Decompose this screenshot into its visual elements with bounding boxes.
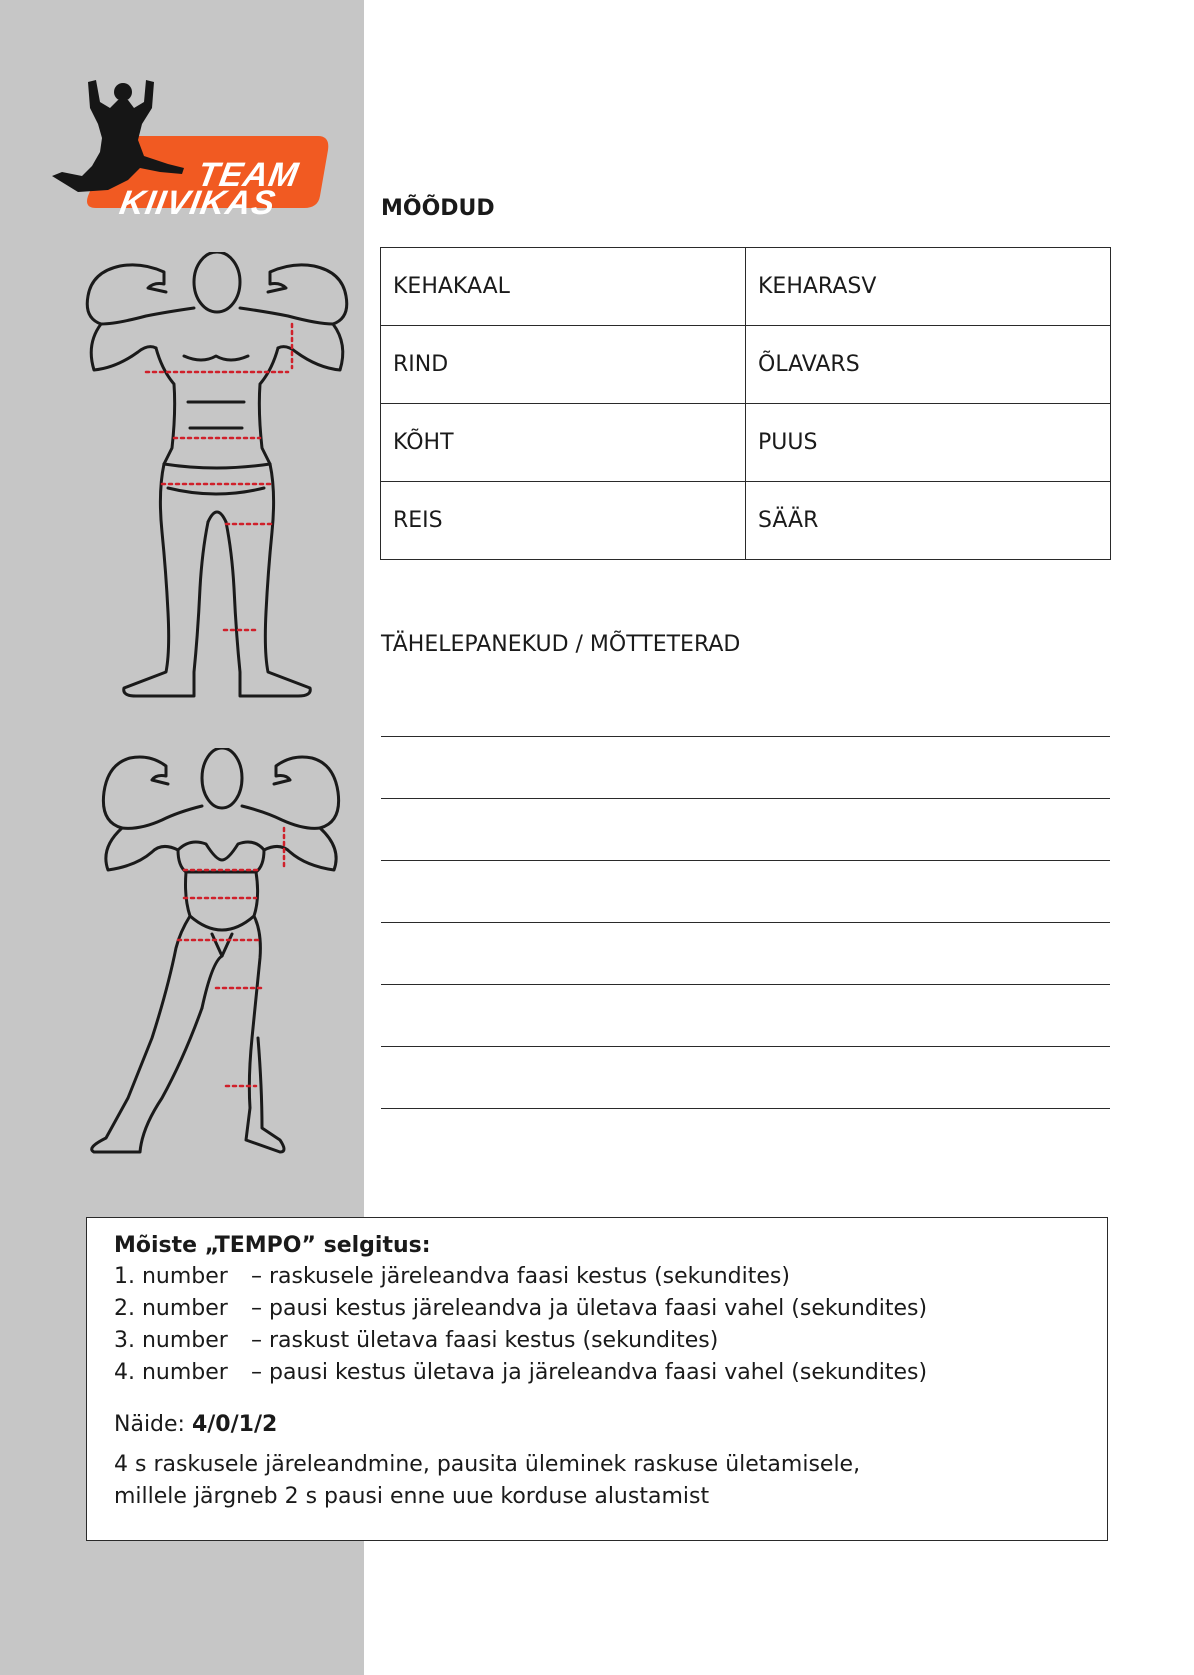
team-logo [48,72,348,222]
note-line-2[interactable] [381,798,1110,799]
tempo-item-number: 2. number [114,1296,228,1321]
note-line-1[interactable] [381,736,1110,737]
measurements-table [380,247,1111,560]
tempo-item-number: 1. number [114,1264,228,1289]
table-row [381,326,1111,404]
tempo-item [114,1360,927,1385]
tempo-item [114,1296,927,1321]
tempo-item-number: 4. number [114,1360,228,1385]
table-row [381,248,1111,326]
tempo-item-desc: – raskust ületava faasi kestus (sekundites) [251,1328,719,1353]
measure-cell-saar[interactable]: SÄÄR [746,482,1111,560]
tempo-explanation-box [86,1217,1108,1541]
tempo-item-number: 3. number [114,1328,228,1353]
table-row [381,404,1111,482]
example-line: 4 s raskusele järeleandmine, pausita üleminek raskuse ületamisele, [114,1452,861,1477]
tempo-title: Mõiste „TEMPO” selgitus: [114,1233,431,1258]
measure-cell-kehakaal[interactable]: KEHAKAAL [381,248,746,326]
note-line-6[interactable] [381,1046,1110,1047]
note-line-7[interactable] [381,1108,1110,1109]
example-line: millele järgneb 2 s pausi enne uue korduse alustamist [114,1484,710,1509]
measurements-title: MÕÕDUD [381,196,495,221]
note-line-4[interactable] [381,922,1110,923]
logo-text-kiivikas: KIIVIKAS [116,184,279,222]
measure-cell-koht[interactable]: KÕHT [381,404,746,482]
measure-cell-reis[interactable]: REIS [381,482,746,560]
male-body-figure [76,252,356,717]
tempo-item-desc: – raskusele järeleandva faasi kestus (sekundites) [251,1264,790,1289]
note-line-3[interactable] [381,860,1110,861]
note-line-5[interactable] [381,984,1110,985]
example-label: Näide: [114,1412,185,1437]
female-body-figure [66,748,356,1173]
measure-cell-keharasv[interactable]: KEHARASV [746,248,1111,326]
example-value: 4/0/1/2 [191,1412,278,1437]
logo-text-team: TEAM [194,156,302,194]
tempo-item-desc: – pausi kestus ületava ja järeleandva faasi vahel (sekundites) [251,1360,928,1385]
tempo-example [114,1412,277,1437]
notes-title: TÄHELEPANEKUD / MÕTTETERAD [381,632,741,657]
tempo-item [114,1264,790,1289]
table-row [381,482,1111,560]
measure-cell-rind[interactable]: RIND [381,326,746,404]
measure-cell-puus[interactable]: PUUS [746,404,1111,482]
tempo-item [114,1328,718,1353]
tempo-item-desc: – pausi kestus järeleandva ja ületava faasi vahel (sekundites) [251,1296,928,1321]
measure-cell-olavars[interactable]: ÕLAVARS [746,326,1111,404]
